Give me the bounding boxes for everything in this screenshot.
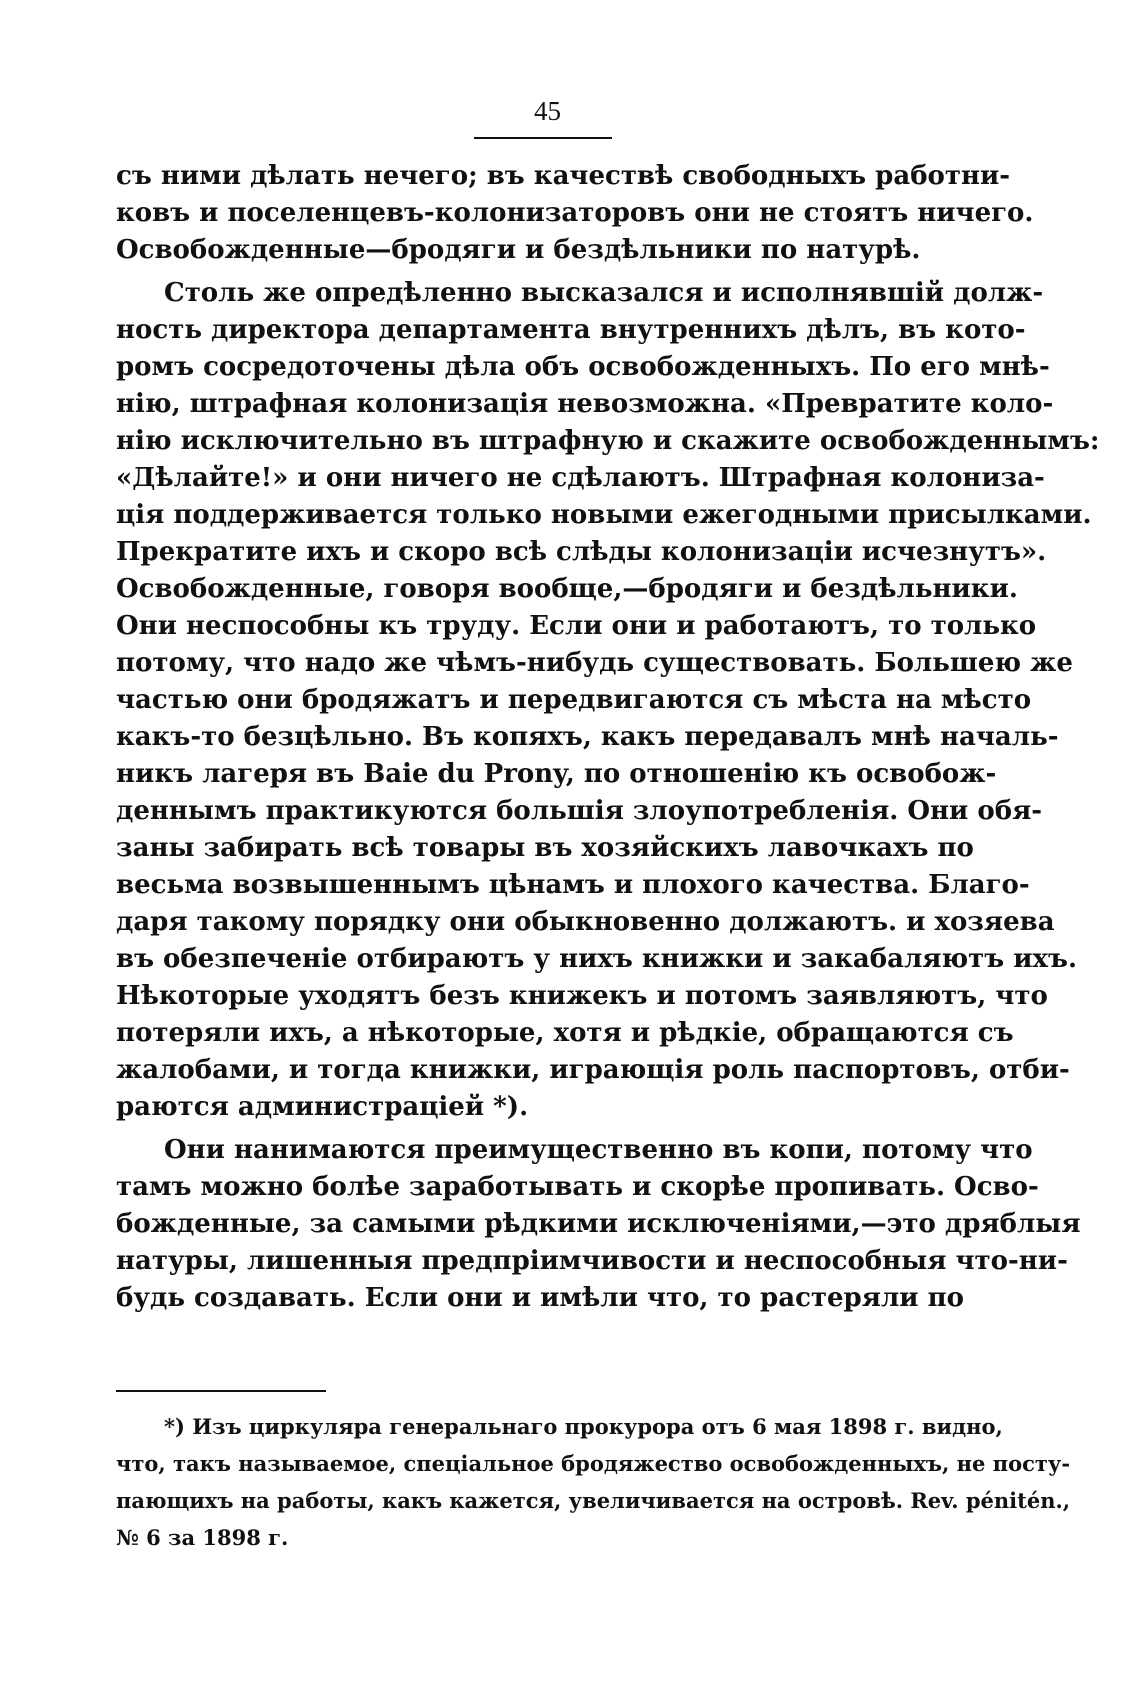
body-text [116,158,1100,1317]
text-line: жалобами, и тогда книжки, играющія роль паспортовъ, отби- [116,1055,1070,1085]
text-line: съ ними дѣлать нечего; въ качествѣ свободныхъ работни- [116,161,1011,191]
text-line: потеряли ихъ, а нѣкоторые, хотя и рѣдкіе, обращаются съ [116,1018,1014,1048]
text-line: нію исключительно въ штрафную и скажите освобожденнымъ: [116,426,1100,456]
text-line: заны забирать всѣ товары въ хозяйскихъ лавочкахъ по [116,833,974,863]
page-number: 45 [534,96,561,126]
text-line: ція поддерживается только новыми ежегодными присылками. [116,500,1092,530]
text-line: ность директора департамента внутреннихъ дѣлъ, въ кото- [116,315,1026,345]
text-line: деннымъ практикуются большія злоупотребленія. Они обя- [116,796,1043,826]
footnote [116,1408,1071,1556]
footnote-line: № 6 за 1898 г. [116,1525,289,1550]
text-line: какъ-то безцѣльно. Въ копяхъ, какъ передавалъ мнѣ началь- [116,722,1059,752]
text-line: будь создавать. Если они и имѣли что, то растеряли по [116,1283,964,1313]
text-line: «Дѣлайте!» и они ничего не сдѣлаютъ. Штрафная колониза- [116,463,1045,493]
text-line: Освобожденные, говоря вообще,—бродяги и бездѣльники. [116,574,1018,604]
footnote-line: *) Изъ циркуляра генеральнаго прокурора отъ 6 мая 1898 г. видно, [164,1414,1003,1439]
text-line: Они неспособны къ труду. Если они и работаютъ, то только [116,611,1037,641]
text-line: тамъ можно болѣе заработывать и скорѣе пропивать. Осво- [116,1172,1039,1202]
text-line: частью они бродяжатъ и передвигаются съ мѣста на мѣсто [116,685,1032,715]
text-line: Прекратите ихъ и скоро всѣ слѣды колонизаціи исчезнутъ». [116,537,1047,567]
text-line: нію, штрафная колонизація невозможна. «Превратите коло- [116,389,1054,419]
text-line: весьма возвышеннымъ цѣнамъ и плохого качества. Благо- [116,870,1030,900]
text-line: въ обезпеченіе отбираютъ у нихъ книжки и закабаляютъ ихъ. [116,944,1078,974]
text-line: ковъ и поселенцевъ-колонизаторовъ они не стоятъ ничего. [116,198,1034,228]
text-line: даря такому порядку они обыкновенно должаютъ. и хозяева [116,907,1055,937]
text-line: божденные, за самыми рѣдкими исключеніями,—это дряблыя [116,1209,1081,1239]
footnote-line: пающихъ на работы, какъ кажется, увеличивается на островѣ. Rev. pénitén., [116,1488,1071,1513]
text-line: раются администраціей *). [116,1092,529,1122]
text-line: ромъ сосредоточены дѣла объ освобожденныхъ. По его мнѣ- [116,352,1050,382]
footnote-line: что, такъ называемое, спеціальное бродяжество освобожденныхъ, не посту- [116,1451,1071,1476]
text-line: натуры, лишенныя предпріимчивости и неспособныя что-ни- [116,1246,1068,1276]
header-rule [474,137,612,139]
text-line: Нѣкоторые уходятъ безъ книжекъ и потомъ заявляютъ, что [116,981,1048,1011]
text-line: потому, что надо же чѣмъ-нибудь существовать. Большею же [116,648,1073,678]
text-line: никъ лагеря въ Baie du Prony, по отношенію къ освобож- [116,759,997,789]
text-line: Они нанимаются преимущественно въ копи, потому что [164,1135,1033,1165]
footnote-rule [116,1390,326,1392]
text-line: Столь же опредѣленно высказался и исполнявшій долж- [164,278,1044,308]
text-line: Освобожденные—бродяги и бездѣльники по натурѣ. [116,235,921,265]
